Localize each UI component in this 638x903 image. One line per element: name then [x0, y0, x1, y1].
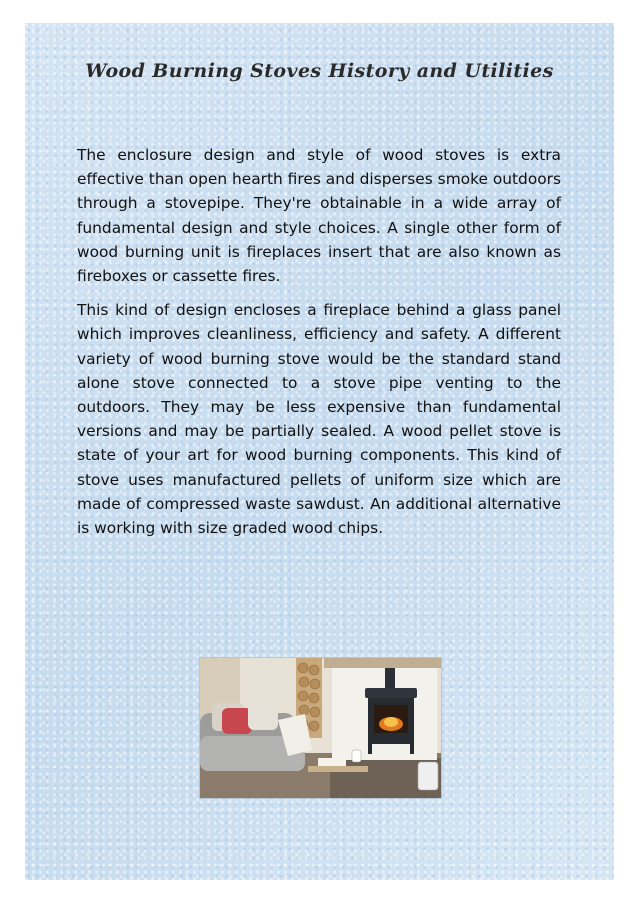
page-title: Wood Burning Stoves History and Utilities: [85, 60, 554, 82]
paragraph-2: This kind of design encloses a fireplace behind a glass panel which improves cleanliness, efficiency and safety. A different variety of wood burning stove would be the standard stand alone stove connected to a stove pipe venting to the outdoors. They may be less expensive than fundamental versions and may be partially sealed. A wood pellet stove is state of your art for wood burning components. This kind of stove uses manufactured pellets of uniform size which are made of compressed waste sawdust. An additional alternative is working with size graded wood chips.: [77, 301, 561, 538]
paragraph-1: The enclosure design and style of wood stoves is extra effective than open hearth fires and disperses smoke outdoors through a stovepipe. They're obtainable in a wide array of fundamental design and style choices. A single other form of wood burning unit is fireplaces insert that are also known as fireboxes or cassette fires.: [77, 146, 561, 286]
body-text: [77, 143, 561, 550]
living-room-wood-stove-photo: [199, 657, 442, 799]
